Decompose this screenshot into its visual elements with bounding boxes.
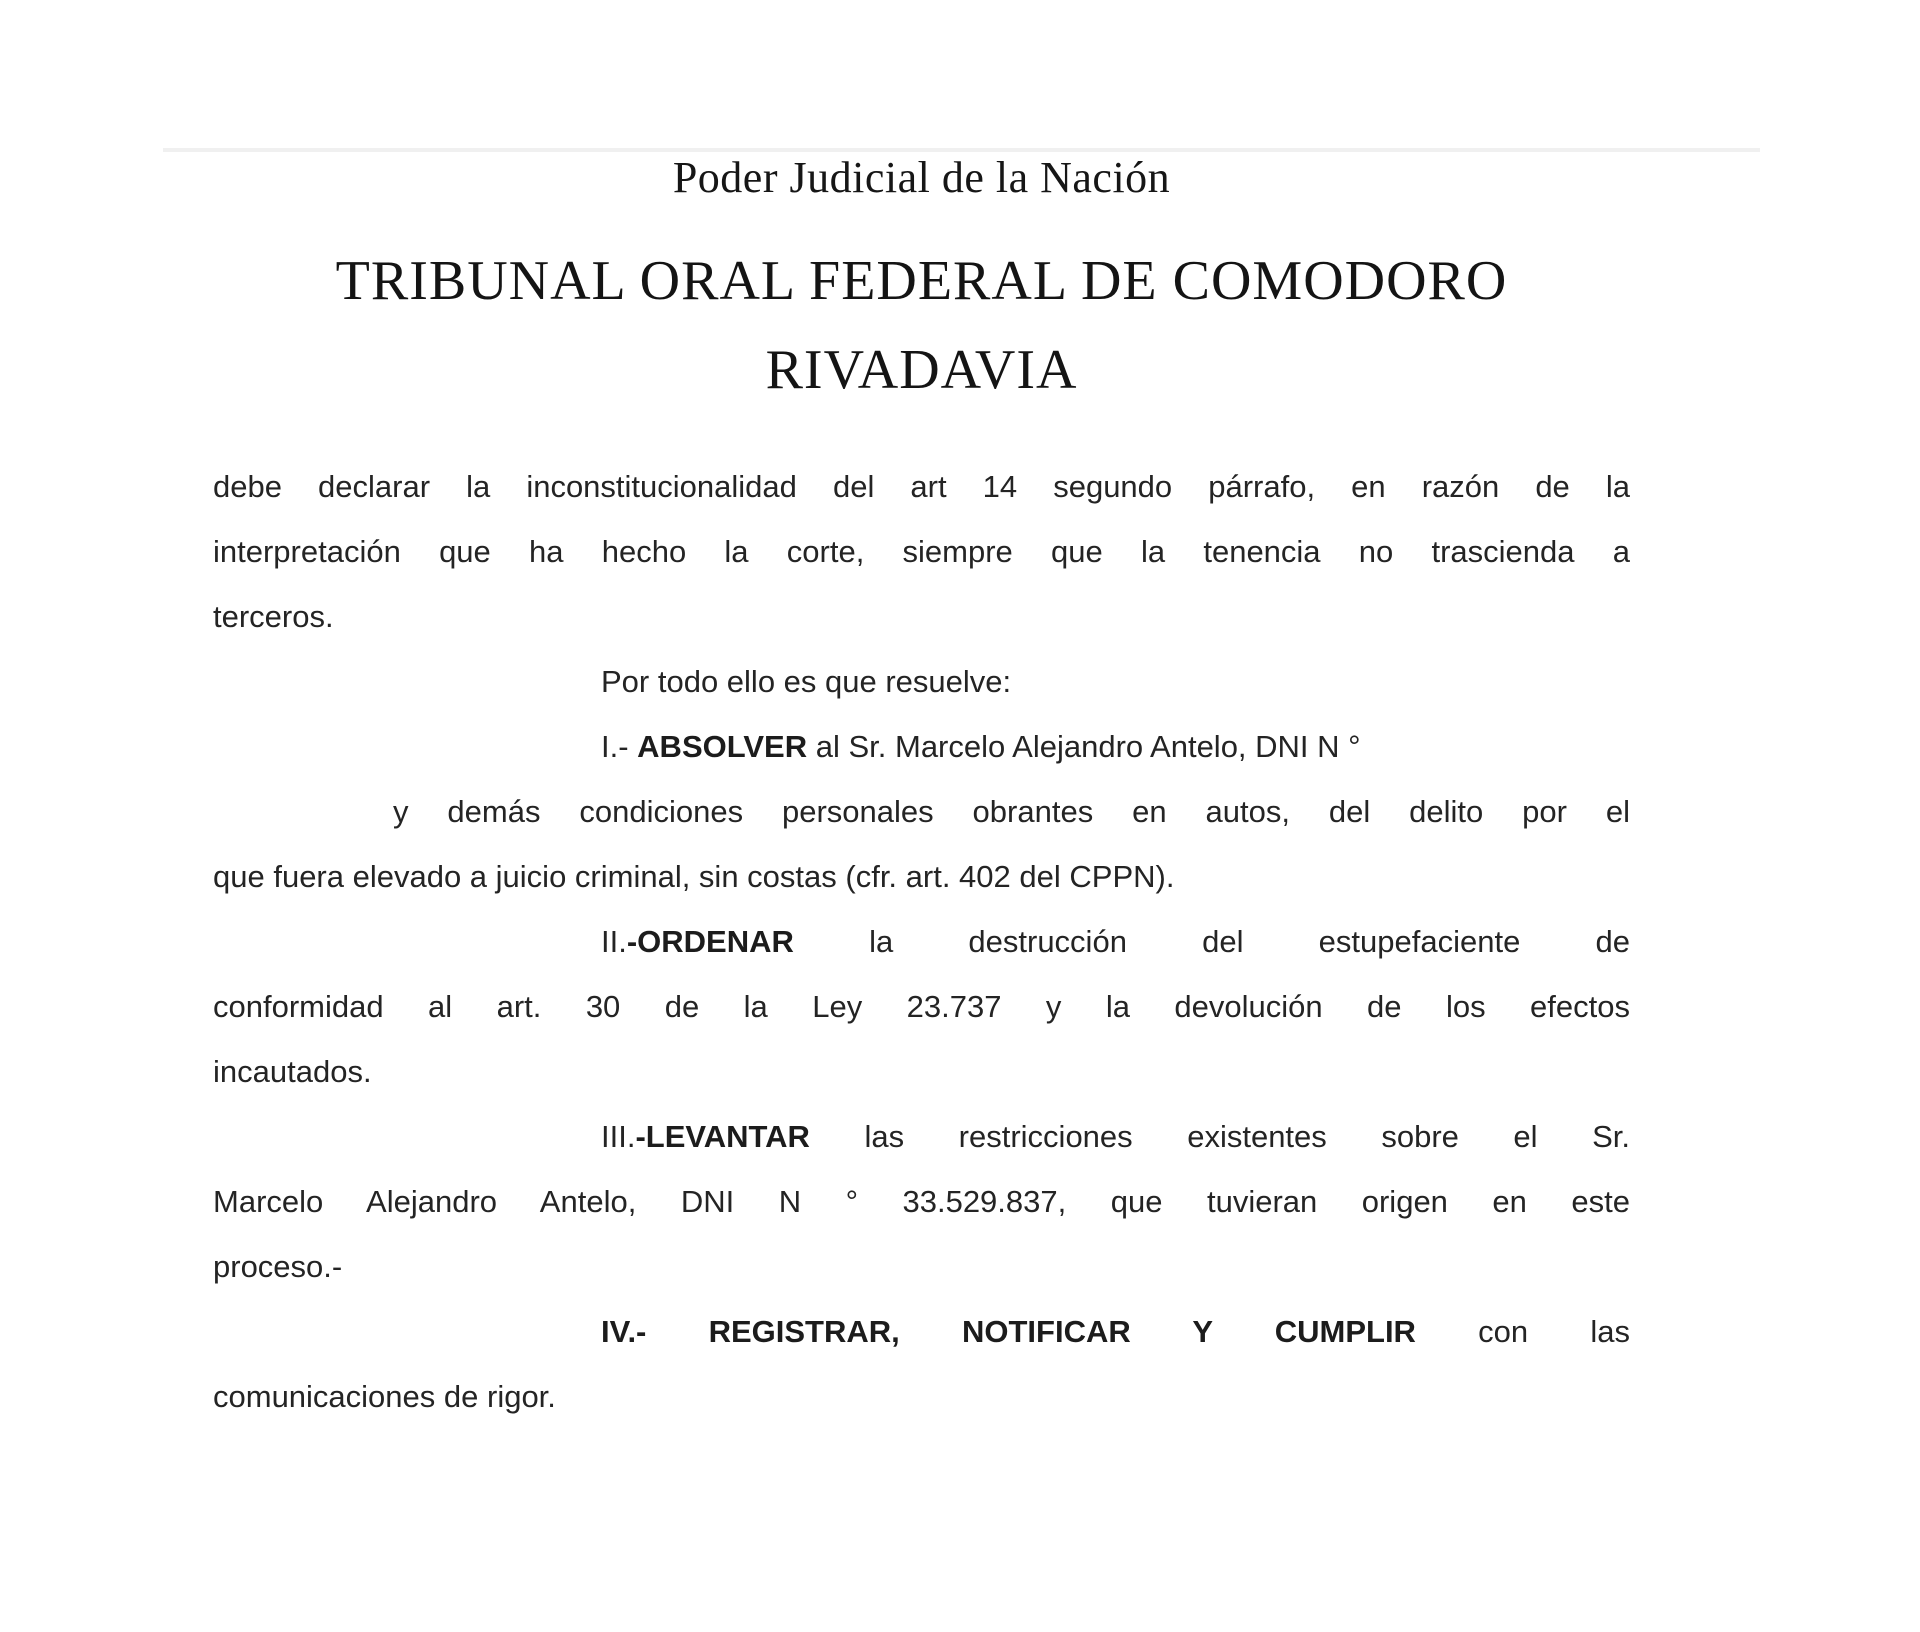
text-run: incautados. [213, 1054, 372, 1089]
text-line [213, 454, 1630, 519]
text-line [213, 1299, 1630, 1364]
text-line [213, 714, 1630, 779]
text-line [213, 779, 1630, 844]
text-run: con las [1415, 1314, 1630, 1349]
bold-run: -ORDENAR [626, 924, 794, 959]
text-line [213, 1039, 1630, 1104]
text-run: interpretación que ha hecho la corte, siempre que la tenencia no trascienda a [213, 534, 1630, 569]
text-line [213, 1169, 1630, 1234]
text-run: comunicaciones de rigor. [213, 1379, 556, 1414]
text-line [213, 844, 1630, 909]
text-run: la destrucción del estupefaciente de [793, 924, 1630, 959]
text-run: proceso.- [213, 1249, 343, 1284]
tribunal-title [213, 237, 1630, 415]
text-run: III. [601, 1119, 636, 1154]
org-title: Poder Judicial de la Nación [672, 153, 1171, 202]
text-run: las restricciones existentes sobre el Sr. [809, 1119, 1630, 1154]
text-line [213, 974, 1630, 1039]
bold-run: IV.- REGISTRAR, NOTIFICAR Y CUMPLIR [601, 1314, 1416, 1349]
tribunal-title-line2: RIVADAVIA [765, 339, 1078, 401]
text-line [213, 584, 1630, 649]
text-run: Por todo ello es que resuelve: [601, 664, 1012, 699]
bold-run: ABSOLVER [637, 729, 808, 764]
text-run: al Sr. Marcelo Alejandro Antelo, DNI N ° [807, 729, 1361, 764]
text-run: terceros. [213, 599, 334, 634]
text-run: que fuera elevado a juicio criminal, sin costas (cfr. art. 402 del CPPN). [213, 859, 1175, 894]
text-run: debe declarar la inconstitucionalidad del art 14 segundo párrafo, en razón de la [213, 469, 1630, 504]
text-line [213, 519, 1630, 584]
document-body [213, 454, 1630, 1429]
text-run: II. [601, 924, 627, 959]
tribunal-title-line1: TRIBUNAL ORAL FEDERAL DE COMODORO [335, 250, 1508, 312]
text-run: Marcelo Alejandro Antelo, DNI N ° 33.529.837, que tuvieran origen en este [213, 1184, 1630, 1219]
text-run: I.- [601, 729, 638, 764]
text-line [213, 1104, 1630, 1169]
bold-run: -LEVANTAR [635, 1119, 810, 1154]
text-line [213, 649, 1630, 714]
text-line [213, 1234, 1630, 1299]
text-line [213, 909, 1630, 974]
text-run: y demás condiciones personales obrantes en autos, del delito por el [393, 794, 1630, 829]
text-line [213, 1364, 1630, 1429]
text-run: conformidad al art. 30 de la Ley 23.737 y la devolución de los efectos [213, 989, 1630, 1024]
